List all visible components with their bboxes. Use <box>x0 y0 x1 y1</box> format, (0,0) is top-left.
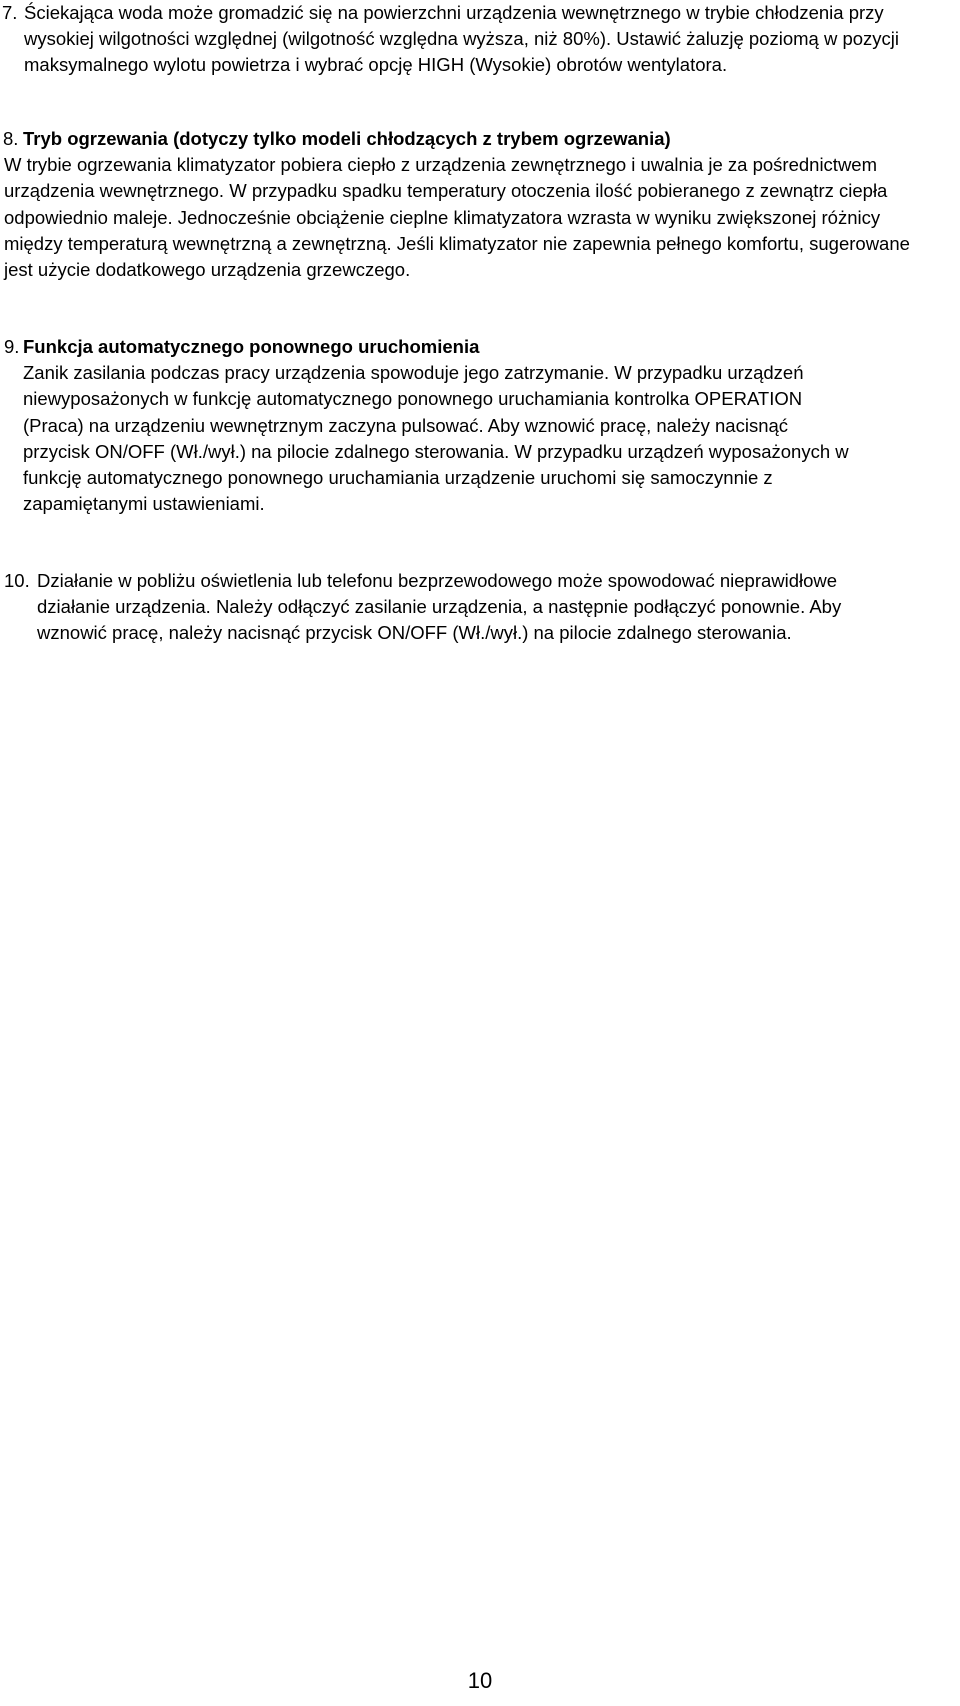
page-number: 10 <box>467 1668 493 1693</box>
item-number: 9. <box>4 336 20 357</box>
list-item-9 <box>0 334 960 517</box>
item-text: W trybie ogrzewania klimatyzator pobiera ciepło z urządzenia zewnętrznego i uwalnia je za pośrednictwem urządzenia wewnętrznego. W przypadku spadku temperatury otoczenia ilość pobieranego z zewnątrz ciepła odpowiednio maleje. Jednocześnie obciążenie cieplne klimatyzatora wzrasta w wyniku zwiększonej różnicy między temperaturą wewnętrzną a zewnętrzną. Jeśli klimatyzator nie zapewnia pełnego komfortu, sugerowane jest użycie dodatkowego urządzenia grzewczego. <box>4 154 910 281</box>
list-item-8 <box>0 126 960 283</box>
item-text: Zanik zasilania podczas pracy urządzenia spowoduje jego zatrzymanie. W przypadku urządzeń niewyposażonych w funkcję automatycznego ponownego uruchamiania kontrolka OPERATION (Praca) na urządzeniu wewnętrznym zaczyna pulsować. Aby wznowić pracę, należy nacisnąć przycisk ON/OFF (Wł./wył.) na pilocie zdalnego sterowania. W przypadku urządzeń wyposażonych w funkcję automatycznego ponownego uruchamiania urządzenie uruchomi się samoczynnie z zapamiętanymi ustawieniami. <box>23 362 849 515</box>
list-item-10 <box>0 568 960 647</box>
item-text: Ściekająca woda może gromadzić się na powierzchni urządzenia wewnętrznego w trybie chłodzenia przy wysokiej wilgotności względnej (wilgotność względna wyższa, niż 80%). Ustawić żaluzję poziomą w pozycji maksymalnego wylotu powietrza i wybrać opcję HIGH (Wysokie) obrotów wentylatora. <box>24 2 899 76</box>
list-item-7 <box>0 0 960 79</box>
item-number: 8. <box>3 128 19 149</box>
item-number: 10. <box>4 570 30 591</box>
item-text: Działanie w pobliżu oświetlenia lub telefonu bezprzewodowego może spowodować nieprawidłowe działanie urządzenia. Należy odłączyć zasilanie urządzenia, a następnie podłączyć ponownie. Aby wznowić pracę, należy nacisnąć przycisk ON/OFF (Wł./wył.) na pilocie zdalnego sterowania. <box>37 570 842 644</box>
section-heading: Tryb ogrzewania (dotyczy tylko modeli chłodzących z trybem ogrzewania) <box>23 128 671 149</box>
item-number: 7. <box>2 2 18 23</box>
section-heading: Funkcja automatycznego ponownego uruchomienia <box>23 336 480 357</box>
